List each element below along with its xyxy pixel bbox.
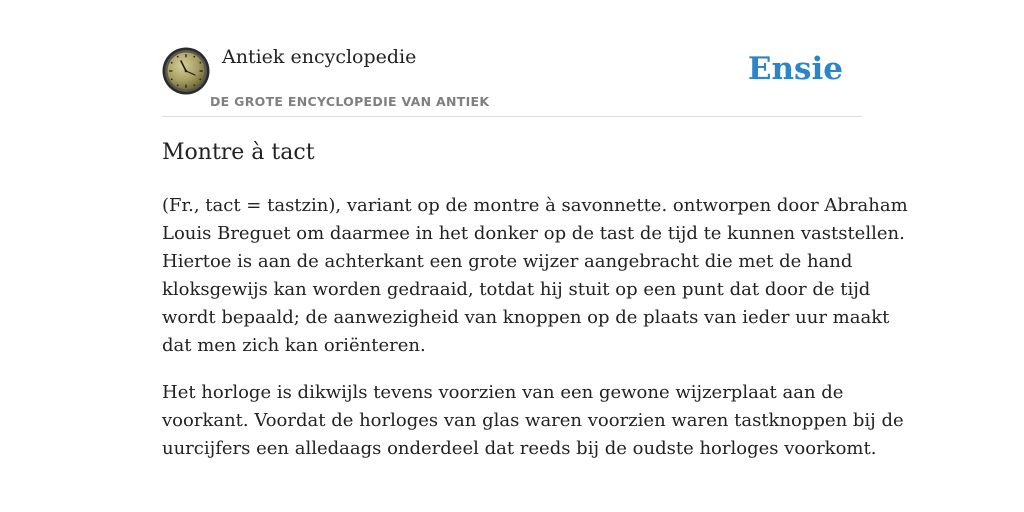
site-tagline: DE GROTE ENCYCLOPEDIE VAN ANTIEK	[210, 94, 490, 109]
text-line: (Fr., tact = tastzin), variant op de montre à savonnette. ontworpen door Abraham	[162, 195, 908, 216]
article-title: Montre à tact	[162, 140, 315, 165]
text-line: Het horloge is dikwijls tevens voorzien van een gewone wijzerplaat aan de	[162, 382, 844, 403]
article-paragraph	[162, 192, 908, 360]
text-line: wordt bepaald; de aanwezigheid van knoppen op de plaats van ieder uur maakt	[162, 307, 890, 328]
article-body	[162, 192, 908, 482]
text-line: Hiertoe is aan de achterkant een grote wijzer aangebracht die met de hand	[162, 251, 853, 272]
site-title[interactable]: Antiek encyclopedie	[222, 46, 417, 68]
text-line: kloksgewijs kan worden gedraaid, totdat hij stuit op een punt dat door de tijd	[162, 279, 871, 300]
text-line: Louis Breguet om daarmee in het donker op de tast de tijd te kunnen vaststellen.	[162, 223, 905, 244]
antique-clock-icon[interactable]	[162, 47, 210, 95]
article-paragraph	[162, 379, 904, 463]
site-header	[162, 40, 862, 117]
brand-logo-link[interactable]: Ensie	[747, 51, 843, 87]
text-line: uurcijfers een alledaags onderdeel dat reeds bij de oudste horloges voorkomt.	[162, 438, 877, 459]
text-line: dat men zich kan oriënteren.	[162, 335, 426, 356]
text-line: voorkant. Voordat de horloges van glas waren voorzien waren tastknoppen bij de	[162, 410, 904, 431]
